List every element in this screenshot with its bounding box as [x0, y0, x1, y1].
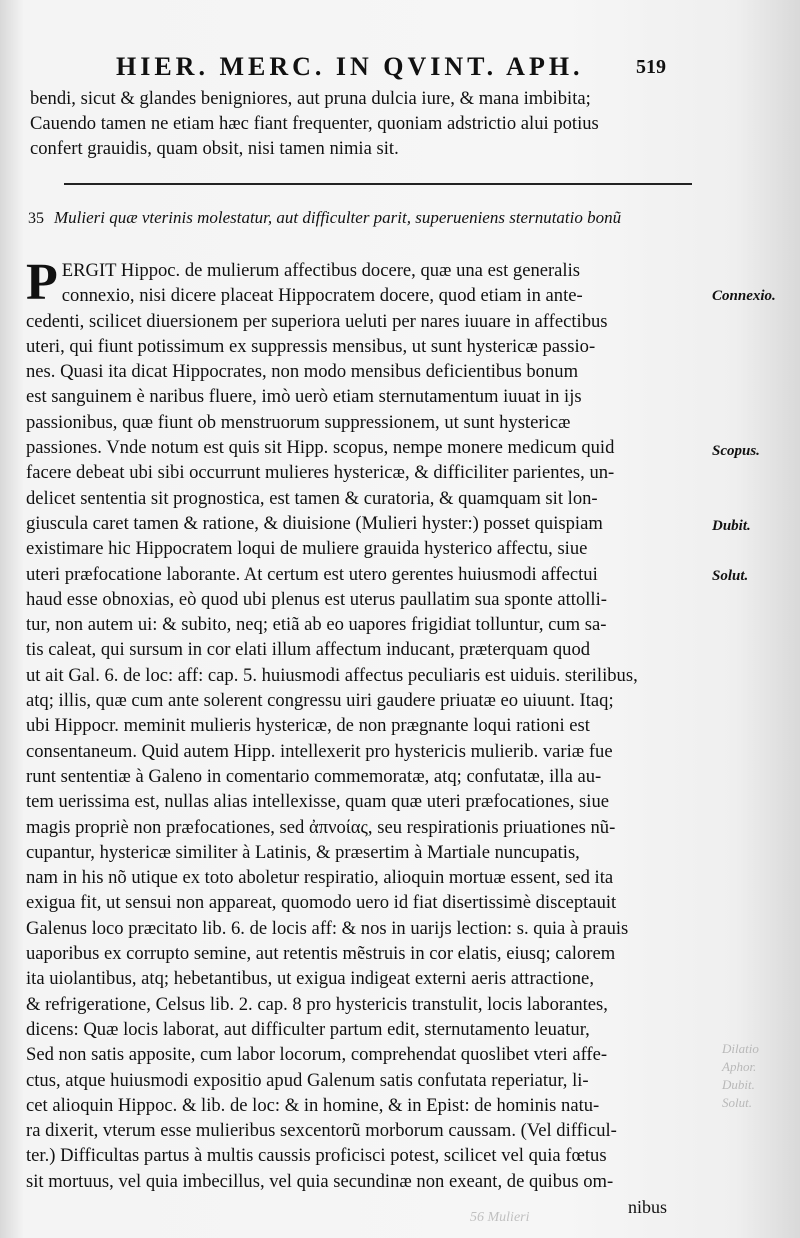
running-head: HIER. MERC. IN QVINT. APH.: [116, 52, 584, 81]
text-line: bendi, sicut & glandes benigniores, aut pruna dulcia iure, & mana imbibita;: [30, 88, 591, 109]
text-line: haud esse obnoxias, eò quod ubi plenus est uterus paullatim sua sponte attolli-: [26, 588, 607, 610]
bleed-through-notes: [722, 1040, 792, 1112]
text-line: cedenti, scilicet diuersionem per superiora ueluti per nares iuuare in affectibus: [26, 310, 608, 332]
text-line: ut ait Gal. 6. de loc: aff: cap. 5. huiusmodi affectus peculiaris est uiduis. sterilibus,: [26, 664, 638, 686]
catchword: nibus: [628, 1197, 668, 1217]
text-line: passionibus, quæ fiunt ob menstruorum suppressionem, ut sunt hystericæ: [26, 411, 571, 433]
margin-note-dubit: Dubit.: [712, 518, 751, 534]
text-line: connexio, nisi dicere placeat Hippocratem docere, quod etiam in ante-: [61, 285, 583, 307]
text-line: Sed non satis apposite, cum labor locorum, comprehendat quoslibet vteri affe-: [26, 1044, 608, 1066]
text-line: uteri, qui fiunt potissimum ex suppressis mensibus, ut sunt hystericæ passio-: [26, 335, 596, 357]
text-line: Cauendo tamen ne etiam hæc fiant frequenter, quoniam adstrictio alui potius: [30, 113, 599, 134]
text-line: ubi Hippocr. meminit mulieris hystericæ, de non prægnante loqui rationi est: [26, 715, 590, 737]
text-line: ra dixerit, vterum esse mulieribus sexcentorũ morborum caussam. (Vel difficul-: [26, 1120, 617, 1142]
drop-cap: P: [26, 254, 58, 311]
page-number: 519: [636, 56, 666, 78]
text-line: sit mortuus, vel quia imbecillus, vel quia secundinæ non exeant, de quibus om-: [26, 1170, 614, 1192]
text-line: tur, non autem ui: & subito, neq; etiã ab eo uapores frigidiat tolluntur, cum sa-: [26, 614, 607, 636]
continued-text: [30, 86, 710, 161]
text-line: facere debeat ubi sibi occurrunt mulieres hystericæ, & difficiliter parientes, un-: [26, 462, 615, 484]
text-line: cet alioquin Hippoc. & lib. de loc: & in homine, & in Epist: de hominis natu-: [26, 1094, 600, 1116]
margin-note-connexio: Connexio.: [712, 288, 776, 304]
text-line: runt sententiæ à Galeno in comentario commemoratæ, atq; confutatæ, illa au-: [26, 765, 602, 787]
text-line: atq; illis, quæ cum ante solerent congressu uiri gaudere priuatæ eo uiuunt. Itaq;: [26, 690, 614, 712]
text-line: ERGIT Hippoc. de mulierum affectibus docere, quæ una est generalis: [61, 260, 581, 281]
text-line: est sanguinem è naribus fluere, imò uerò etiam sternutamentum iuuat in ijs: [26, 386, 582, 408]
text-line: Galenus loco præcitato lib. 6. de locis aff: & nos in uarijs lection: s. quia à prauis: [26, 917, 629, 939]
text-line: confert grauidis, quam obsit, nisi tamen nimia sit.: [30, 138, 399, 159]
aphorism-number: 35: [28, 210, 44, 227]
text-line: delicet sententia sit prognostica, est tamen & curatoria, & quamquam sit lon-: [26, 487, 598, 509]
text-line: cupantur, hystericæ similiter à Latinis, & præsertim à Martiale nuncupatis,: [26, 841, 580, 863]
text-line: uaporibus ex corrupto semine, aut retentis mẽstruis in cor elatis, eiusq; calorem: [26, 943, 616, 965]
text-line: giuscula caret tamen & ratione, & diuisione (Mulieri hyster:) posset quispiam: [26, 512, 603, 534]
text-line: ctus, atque huiusmodi expositio apud Galenum satis confutata reperiatur, li-: [26, 1069, 589, 1091]
text-line: existimare hic Hippocratem loqui de muliere grauida hysterico affectu, siue: [26, 538, 588, 560]
text-line: nes. Quasi ita dicat Hippocrates, non modo mensibus deficientibus bonum: [26, 361, 579, 383]
text-line: tis caleat, qui sursum in cor elati illum affectum inducant, præterquam quod: [26, 639, 591, 661]
bleed-note: Dubit.: [722, 1077, 755, 1092]
commentary-body: [26, 254, 716, 1194]
bleed-note: Solut.: [722, 1095, 752, 1110]
bleed-through-footer: 56 Mulieri: [470, 1210, 530, 1225]
text-line: dicens: Quæ locis laborat, aut difficulter partum edit, sternutamento leuatur,: [26, 1018, 590, 1040]
bleed-note: Dilatio: [722, 1041, 759, 1056]
text-line: exigua fit, ut sensui non appareat, quomodo uero id fiat disertissimè disceptauit: [26, 892, 617, 914]
text-line: passiones. Vnde notum est quis sit Hipp. scopus, nempe monere medicum quid: [26, 437, 615, 459]
text-line: tem uerissima est, nullas alias intellexisse, quam quæ uteri præfocationes, siue: [26, 791, 609, 813]
text-line: magis propriè non præfocationes, sed ἀπνοίας, seu respirationis priuationes nũ-: [26, 816, 616, 838]
aphorism-text: Mulieri quæ vterinis molestatur, aut difficulter parit, superueniens sternutatio bonũ: [54, 208, 622, 227]
text-line: consentaneum. Quid autem Hipp. intellexerit pro hystericis mulierib. variæ fue: [26, 740, 613, 762]
text-line: ita uiolantibus, atq; hebetantibus, ut exigua indigeat externi aeris attractione,: [26, 968, 594, 990]
margin-note-scopus: Scopus.: [712, 443, 760, 459]
text-line: uteri præfocatione laborante. At certum est utero gerentes huiusmodi affectui: [26, 563, 598, 585]
text-line: ter.) Difficultas partus à multis caussis proficisci potest, scilicet vel quia fœtus: [26, 1145, 607, 1167]
text-line: & refrigeratione, Celsus lib. 2. cap. 8 pro hystericis transtulit, locis laborantes,: [26, 993, 608, 1015]
text-line: nam in his nõ utique ex toto aboletur respiratio, alioquin mortuæ essent, sed ita: [26, 867, 614, 889]
section-divider: [64, 183, 692, 185]
margin-note-solut: Solut.: [712, 568, 749, 584]
bleed-note: Aphor.: [722, 1059, 757, 1074]
